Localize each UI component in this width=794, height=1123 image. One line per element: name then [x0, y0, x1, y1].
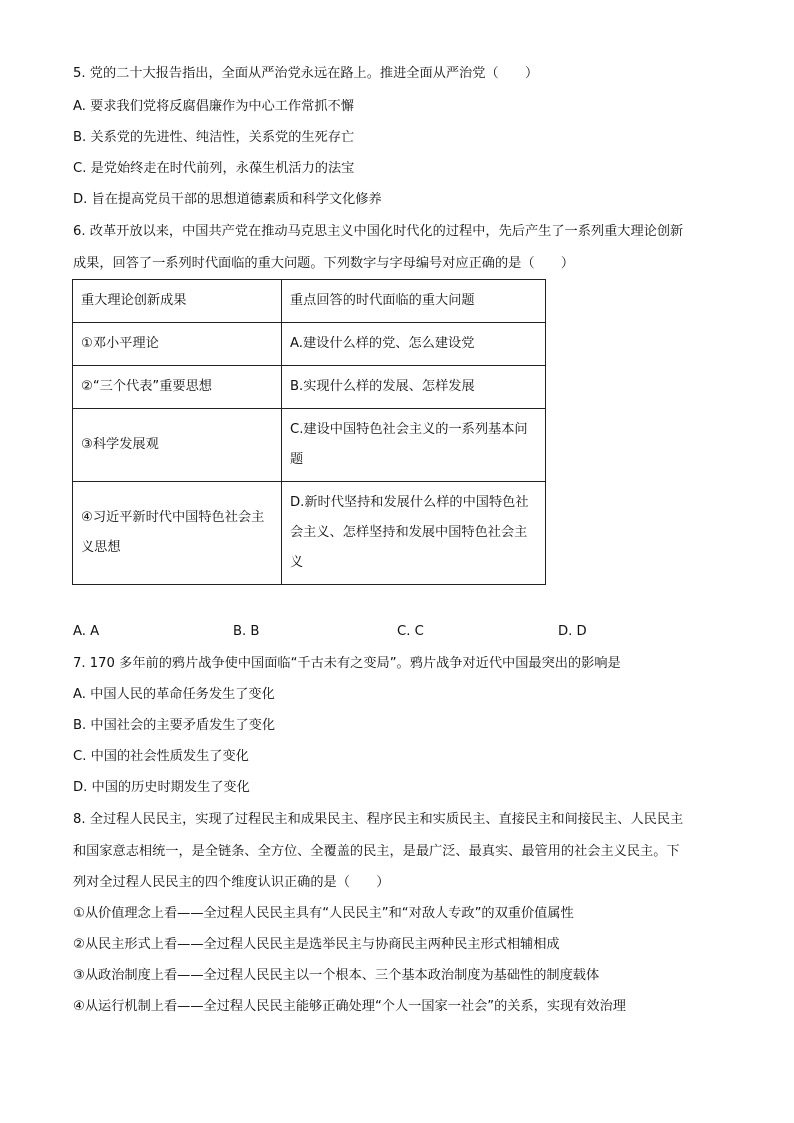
- table-row: [73, 482, 546, 585]
- q5-option-c: C. 是党始终走在时代前列，永葆生机活力的法宝: [73, 161, 355, 176]
- q5-option-b: B. 关系党的先进性、纯洁性，关系党的生死存亡: [73, 130, 355, 145]
- q7-option-b: B. 中国社会的主要矛盾发生了变化: [73, 718, 276, 733]
- q6-stem-line2: 成果，回答了一系列时代面临的重大问题。下列数字与字母编号对应正确的是（ ）: [73, 256, 575, 271]
- q6-option-d: D. D: [558, 624, 587, 639]
- q7-option-d: D. 中国的历史时期发生了变化: [73, 780, 250, 795]
- q5-stem: 5. 党的二十大报告指出，全面从严治党永远在路上。推进全面从严治党（ ）: [73, 66, 539, 81]
- table-row: [73, 323, 546, 366]
- q7-stem: 7. 170 多年前的鸦片战争使中国面临“千古未有之变局”。鸦片战争对近代中国最突出的影响是: [73, 656, 621, 671]
- q8-stem-line1: 8. 全过程人民民主，实现了过程民主和成果民主、程序民主和实质民主、直接民主和间接民主、人民民主: [73, 812, 684, 827]
- q6-table: [72, 279, 546, 585]
- table-cell: ①邓小平理论: [73, 323, 282, 366]
- q8-statement-1: ①从价值理念上看——全过程人民民主具有“人民民主”和“对敌人专政”的双重价值属性: [73, 906, 574, 921]
- table-row: [73, 409, 546, 482]
- q6-stem-line1: 6. 改革开放以来，中国共产党在推动马克思主义中国化时代化的过程中，先后产生了一系列重大理论创新: [73, 224, 684, 239]
- q8-statement-4: ④从运行机制上看——全过程人民民主能够正确处理“个人一国家一社会”的关系，实现有效治理: [73, 999, 626, 1014]
- q5-option-d: D. 旨在提高党员干部的思想道德素质和科学文化修养: [73, 192, 382, 207]
- q7-option-c: C. 中国的社会性质发生了变化: [73, 749, 249, 764]
- q8-statement-2: ②从民主形式上看——全过程人民民主是选举民主与协商民主两种民主形式相辅相成: [73, 937, 560, 952]
- q7-option-a: A. 中国人民的革命任务发生了变化: [73, 687, 275, 702]
- table-cell: ②“三个代表”重要思想: [73, 366, 282, 409]
- table-cell: B.实现什么样的发展、怎样发展: [282, 366, 546, 409]
- q6-option-c: C. C: [397, 624, 424, 639]
- q8-statement-3: ③从政治制度上看——全过程人民民主以一个根本、三个基本政治制度为基础性的制度载体: [73, 968, 600, 983]
- table-cell: ④习近平新时代中国特色社会主义思想: [73, 482, 282, 585]
- q6-option-b: B. B: [233, 624, 260, 639]
- table-header-cell: 重点回答的时代面临的重大问题: [282, 280, 546, 323]
- table-cell: D.新时代坚持和发展什么样的中国特色社会主义、怎样坚持和发展中国特色社会主义: [282, 482, 546, 585]
- table-header-row: [73, 280, 546, 323]
- q6-option-a: A. A: [73, 624, 100, 639]
- table-cell: C.建设中国特色社会主义的一系列基本问题: [282, 409, 546, 482]
- q8-stem-line2: 和国家意志相统一，是全链条、全方位、全覆盖的民主，是最广泛、最真实、最管用的社会主义民主。下: [73, 844, 680, 859]
- table-cell: A.建设什么样的党、怎么建设党: [282, 323, 546, 366]
- q8-stem-line3: 列对全过程人民民主的四个维度认识正确的是（ ）: [73, 875, 390, 890]
- table-header-cell: 重大理论创新成果: [73, 280, 282, 323]
- table-cell: ③科学发展观: [73, 409, 282, 482]
- q5-option-a: A. 要求我们党将反腐倡廉作为中心工作常抓不懈: [73, 99, 354, 114]
- table-row: [73, 366, 546, 409]
